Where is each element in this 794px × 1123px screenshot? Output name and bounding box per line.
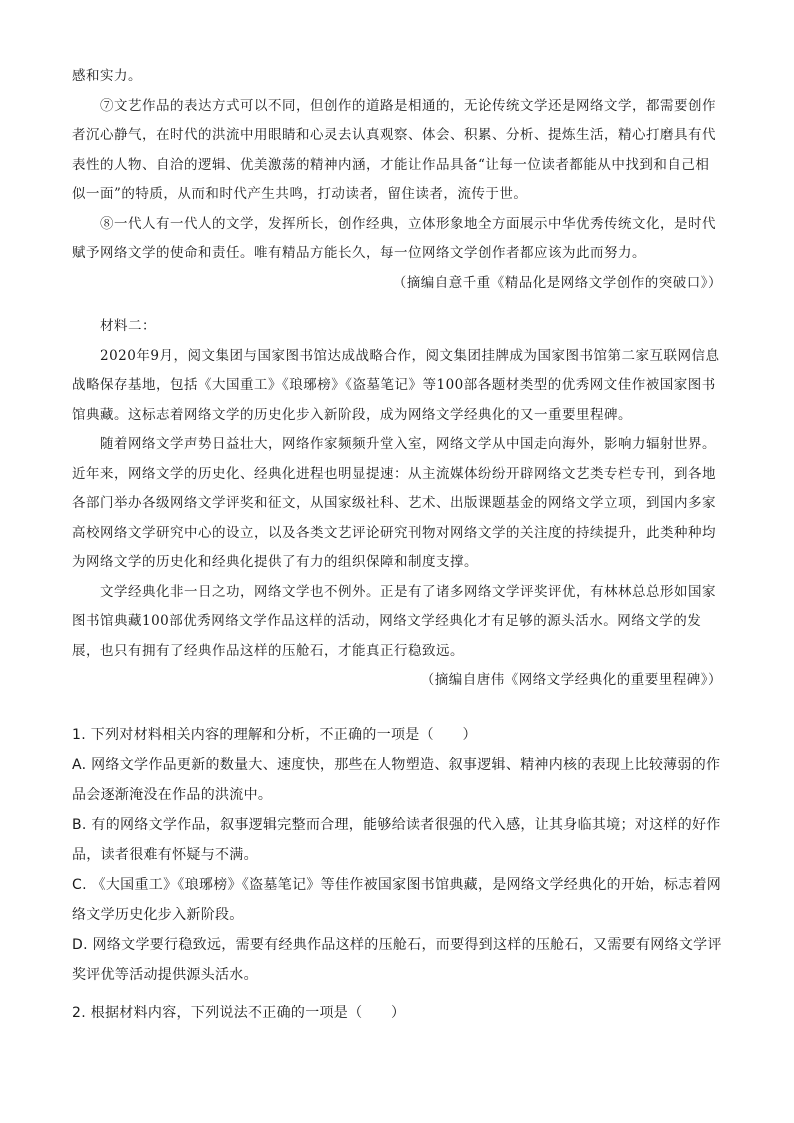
material2-paragraph-2: 随着网络文学声势日益壮大，网络作家频频升堂入室，网络文学从中国走向海外，影响力辐射世界。近年来，网络文学的历史化、经典化进程也明显提速：从主流媒体纷纷开辟网络文艺类专栏专刊，到各地各部门举办各级网络文学评奖和征文，从国家级社科、艺术、出版课题基金的网络文学立项，到国内多家高校网络文学研究中心的设立，以及各类文艺评论研究刊物对网络文学的关注度的持续提升，此类种种均为网络文学的历史化和经典化提供了有力的组织保障和制度支撑。 <box>72 436 716 570</box>
question-1 <box>72 720 722 990</box>
question-1-option-b[interactable]: B. 有的网络文学作品，叙事逻辑完整而合理，能够给读者很强的代入感，让其身临其境；对这样的好作品，读者很难有怀疑与不满。 <box>72 817 721 863</box>
question-1-option-c[interactable]: C. 《大国重工》《琅琊榜》《盗墓笔记》等佳作被国家图书馆典藏，是网络文学经典化的开始，标志着网络文学历史化步入新阶段。 <box>72 877 722 923</box>
material2-source: （摘编自唐伟《网络文学经典化的重要里程碑》） <box>420 672 722 688</box>
material1-source: （摘编自意千重《精品化是网络文学创作的突破口》） <box>392 274 722 291</box>
question-1-stem: 1. 下列对材料相关内容的理解和分析，不正确的一项是（ ） <box>72 727 477 743</box>
material2-paragraph-3: 文学经典化非一日之功，网络文学也不例外。正是有了诸多网络文学评奖评优，有林林总总形如国家图书馆典藏100部优秀网络文学作品这样的活动，网络文学经典化才有足够的源头活水。网络文学的发展，也只有拥有了经典作品这样的压舱石，才能真正行稳致远。 <box>72 583 716 659</box>
question-2-stem: 2. 根据材料内容，下列说法不正确的一项是（ ） <box>72 1005 406 1021</box>
material2-section <box>72 312 722 696</box>
paragraph-continuation: 感和实力。 <box>72 68 142 84</box>
question-2 <box>72 998 722 1028</box>
material2-paragraph-1: 2020年9月，阅文集团与国家图书馆达成战略合作，阅文集团挂牌成为国家图书馆第二家互联网信息战略保存基地，包括《大国重工》《琅琊榜》《盗墓笔记》等100部各题材类型的优秀网文佳作被国家图书馆典藏。这标志着网络文学的历史化步入新阶段，成为网络文学经典化的又一重要里程碑。 <box>72 347 720 423</box>
paragraph-7: ⑦文艺作品的表达方式可以不同，但创作的道路是相通的，无论传统文学还是网络文学，都需要创作者沉心静气，在时代的洪流中用眼睛和心灵去认真观察、体会、积累、分析、提炼生活，精心打磨具有代表性的人物、自洽的逻辑、优美激荡的精神内涵，才能让作品具备“让每一位读者都能从中找到和自己相似一面”的特质，从而和时代产生共鸣，打动读者，留住读者，流传于世。 <box>72 97 716 202</box>
material2-label: 材料二： <box>100 318 156 334</box>
question-1-option-d[interactable]: D. 网络文学要行稳致远，需要有经典作品这样的压舱石，而要得到这样的压舱石，又需要有网络文学评奖评优等活动提供源头活水。 <box>72 937 722 983</box>
material1-section <box>72 62 722 298</box>
question-1-option-a[interactable]: A. 网络文学作品更新的数量大、速度快，那些在人物塑造、叙事逻辑、精神内核的表现上比较薄弱的作品会逐渐淹没在作品的洪流中。 <box>72 757 721 803</box>
paragraph-8: ⑧一代人有一代人的文学，发挥所长，创作经典，立体形象地全方面展示中华优秀传统文化，是时代赋予网络文学的使命和责任。唯有精品方能长久，每一位网络文学创作者都应该为此而努力。 <box>72 215 716 261</box>
